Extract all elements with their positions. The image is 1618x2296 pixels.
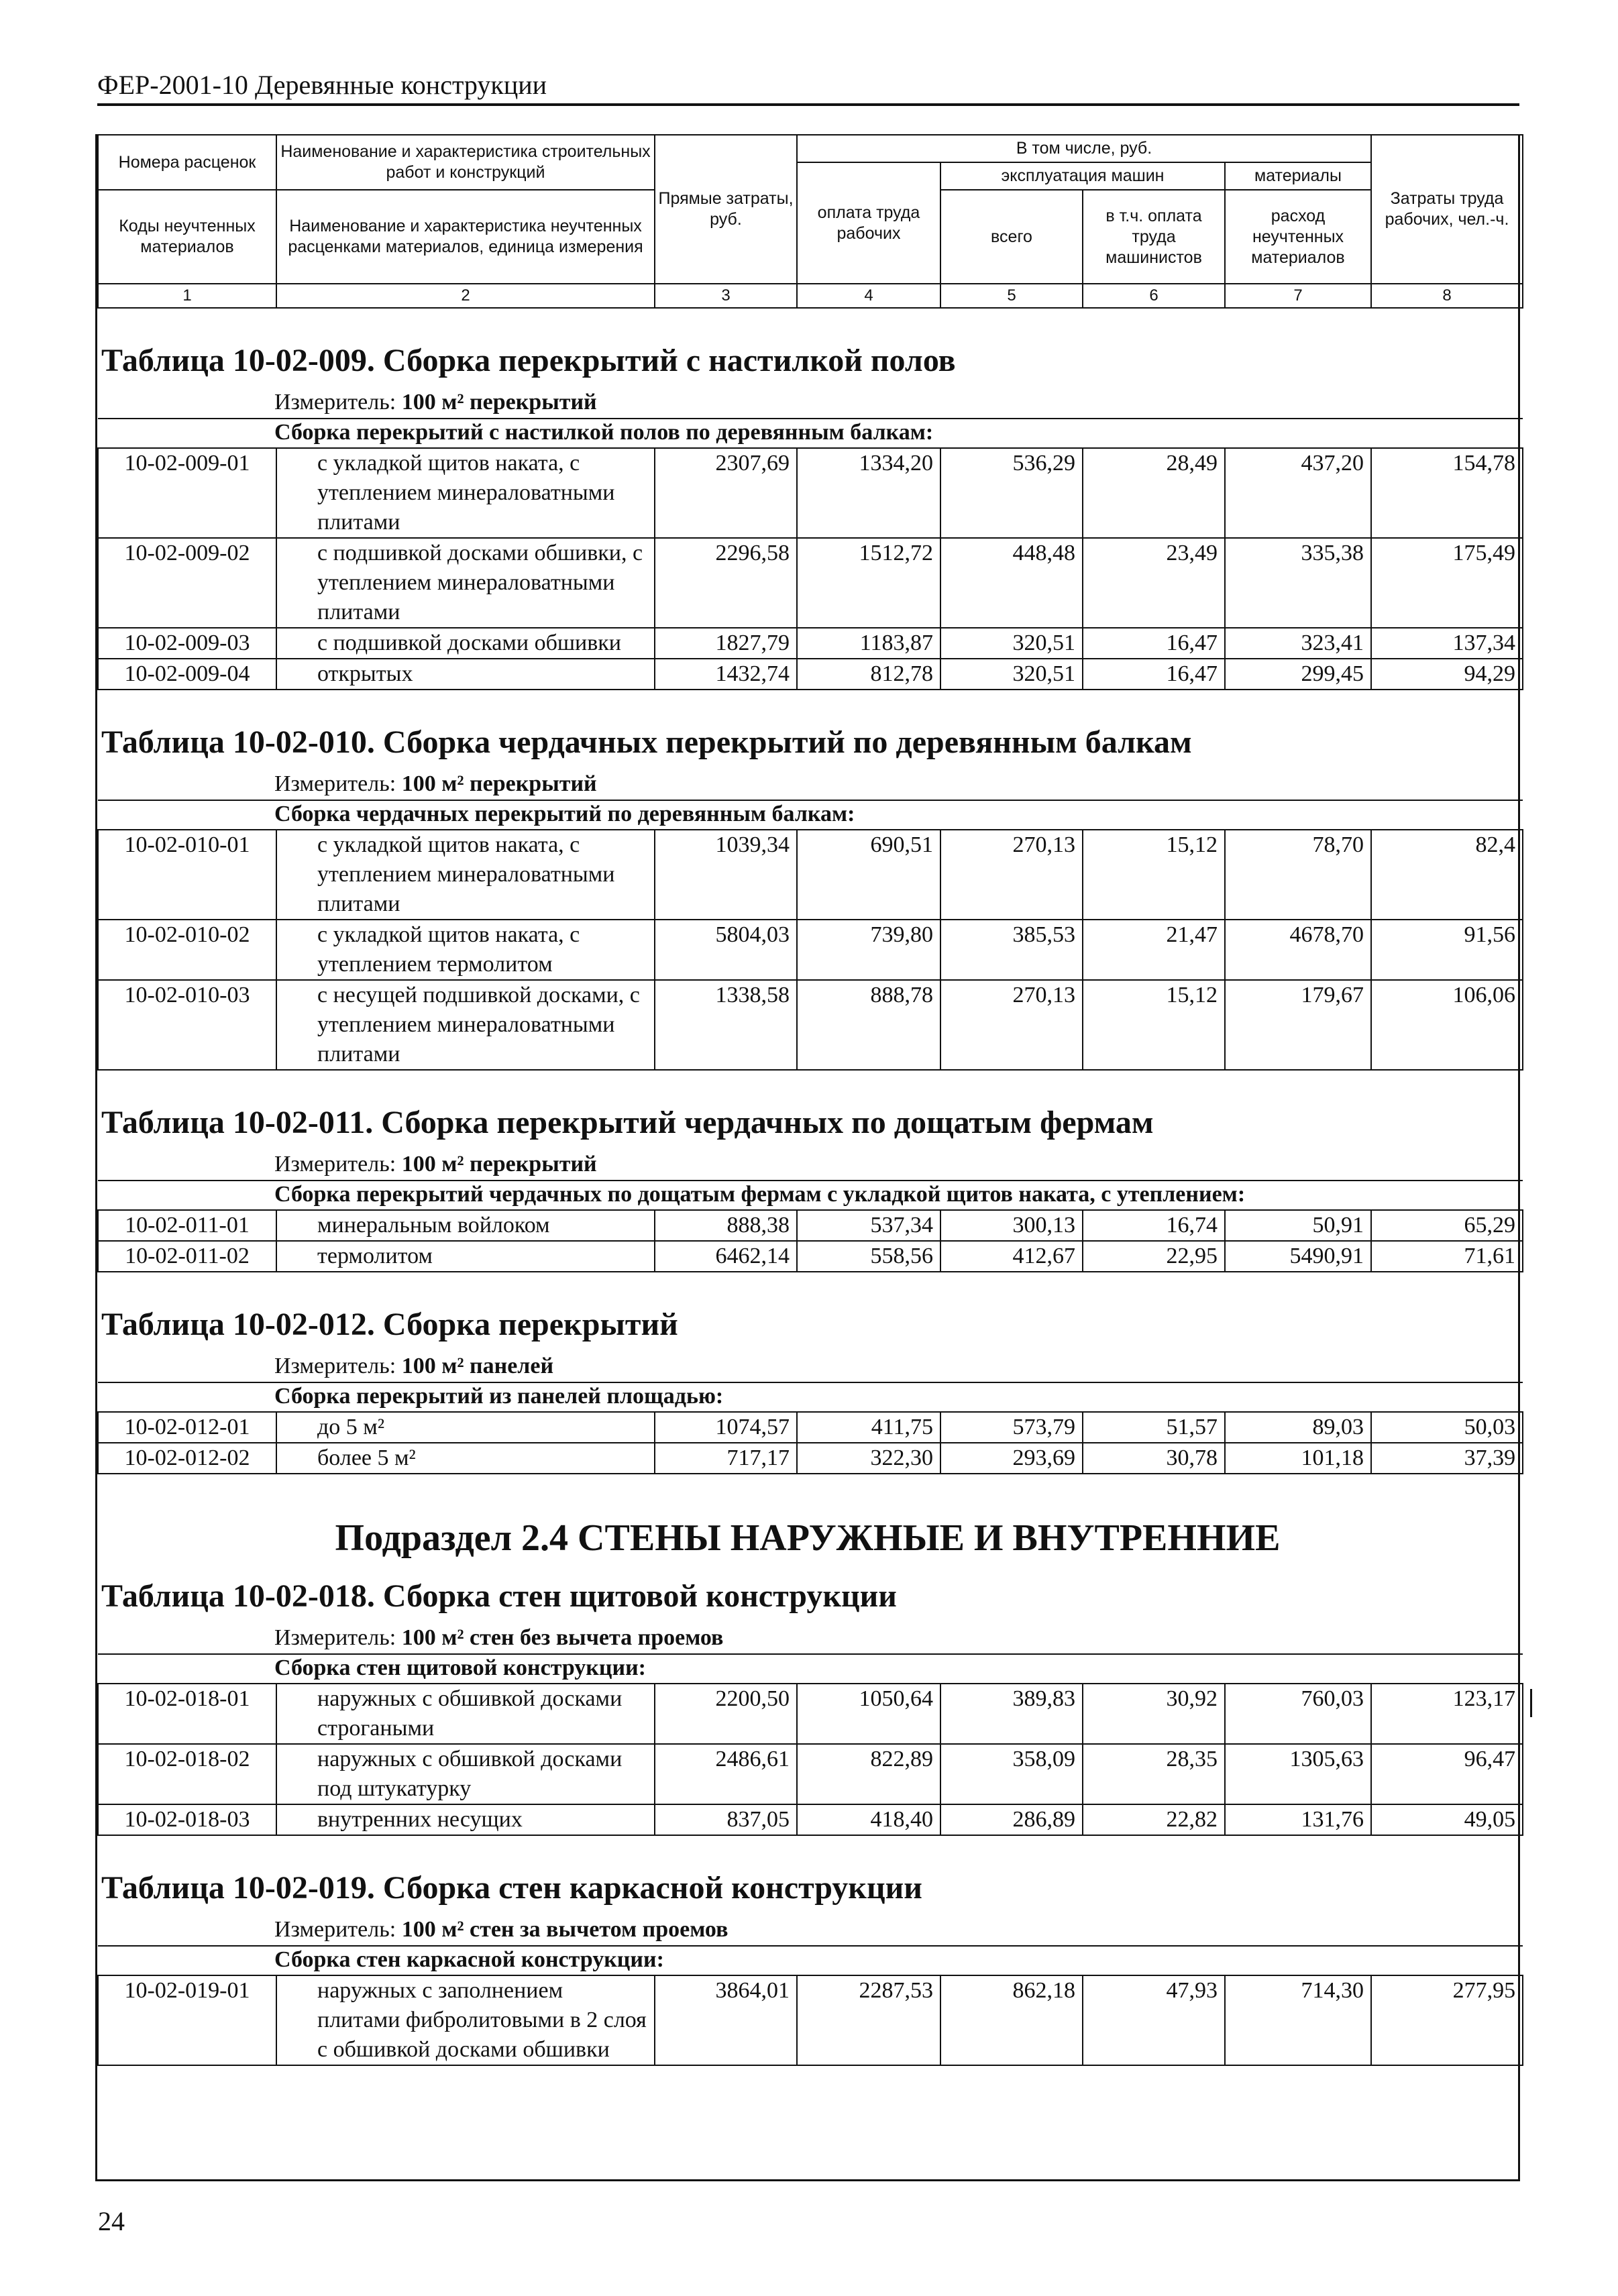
- header-machinist-pay: в т.ч. оплата труда машинистов: [1083, 190, 1225, 284]
- table-title: Таблица 10-02-019. Сборка стен каркасной конструкции: [101, 1870, 922, 1906]
- rate-code: 10-02-010-02: [98, 920, 276, 980]
- work-description: [276, 448, 655, 538]
- direct-costs-value: 1074,57: [655, 1412, 797, 1443]
- machine-total-value: 320,51: [940, 628, 1083, 659]
- rate-code: 10-02-011-02: [98, 1241, 276, 1272]
- column-header-table: [97, 134, 1523, 309]
- direct-costs-value: 1827,79: [655, 628, 797, 659]
- group-heading: Сборка перекрытий с настилкой полов по деревянным балкам:: [98, 419, 1523, 448]
- direct-costs-value: 2486,61: [655, 1744, 797, 1804]
- group-heading: Сборка стен каркасной конструкции:: [98, 1946, 1523, 1975]
- header-machine-operation: эксплуатация машин: [940, 162, 1225, 190]
- rate-code: 10-02-009-03: [98, 628, 276, 659]
- direct-costs-value: 3864,01: [655, 1975, 797, 2065]
- materials-value: 5490,91: [1225, 1241, 1371, 1272]
- machinist-pay-value: 28,35: [1083, 1744, 1225, 1804]
- work-description-text: наружных с заполнением плитами фибролитовыми в 2 слоя с обшивкой досками обшивки: [317, 1978, 647, 2062]
- labor-pay-value: 1183,87: [797, 628, 940, 659]
- work-description-text: до 5 м²: [317, 1415, 385, 1439]
- machinist-pay-value: 51,57: [1083, 1412, 1225, 1443]
- table-row: [98, 628, 1523, 659]
- table-row: [98, 1804, 1523, 1835]
- column-number: 8: [1371, 284, 1523, 308]
- work-description-text: внутренних несущих: [317, 1807, 523, 1832]
- direct-costs-value: 1039,34: [655, 830, 797, 920]
- labor-pay-value: 690,51: [797, 830, 940, 920]
- labor-pay-value: 1512,72: [797, 538, 940, 628]
- measurement-label: Измеритель:: [274, 1354, 396, 1378]
- work-description: [276, 1210, 655, 1241]
- labor-pay-value: 888,78: [797, 980, 940, 1070]
- direct-costs-value: 2307,69: [655, 448, 797, 538]
- machinist-pay-value: 16,47: [1083, 659, 1225, 690]
- rate-code: 10-02-012-01: [98, 1412, 276, 1443]
- work-description: [276, 920, 655, 980]
- column-number: 4: [797, 284, 940, 308]
- work-description: [276, 659, 655, 690]
- materials-value: 131,76: [1225, 1804, 1371, 1835]
- running-header: ФЕР-2001-10 Деревянные конструкции: [97, 68, 1519, 106]
- table-row: [98, 1412, 1523, 1443]
- header-work-name: Наименование и характеристика строительных работ и конструкций: [276, 135, 655, 190]
- column-number: 7: [1225, 284, 1371, 308]
- machinist-pay-value: 23,49: [1083, 538, 1225, 628]
- column-number: 5: [940, 284, 1083, 308]
- measurement-value: 100 м² перекрытий: [401, 390, 597, 415]
- measurement-label: Измеритель:: [274, 771, 396, 796]
- materials-value: 335,38: [1225, 538, 1371, 628]
- work-description: [276, 1241, 655, 1272]
- header-unaccounted-materials: расход неучтенных материалов: [1225, 190, 1371, 284]
- materials-value: 714,30: [1225, 1975, 1371, 2065]
- work-description: [276, 1412, 655, 1443]
- rate-code: 10-02-018-02: [98, 1744, 276, 1804]
- materials-value: 50,91: [1225, 1210, 1371, 1241]
- materials-value: 1305,63: [1225, 1744, 1371, 1804]
- materials-value: 323,41: [1225, 628, 1371, 659]
- direct-costs-value: 2200,50: [655, 1684, 797, 1744]
- machinist-pay-value: 28,49: [1083, 448, 1225, 538]
- labor-pay-value: 418,40: [797, 1804, 940, 1835]
- work-description-text: с подшивкой досками обшивки: [317, 631, 622, 655]
- group-heading: Сборка перекрытий из панелей площадью:: [98, 1382, 1523, 1412]
- table-title: Таблица 10-02-010. Сборка чердачных перекрытий по деревянным балкам: [101, 724, 1192, 760]
- measurement-unit: [98, 1621, 1523, 1654]
- labor-hours-value: 65,29: [1371, 1210, 1523, 1241]
- labor-pay-value: 558,56: [797, 1241, 940, 1272]
- rate-code: 10-02-012-02: [98, 1443, 276, 1474]
- rate-tables: [97, 341, 1518, 2066]
- machine-total-value: 573,79: [940, 1412, 1083, 1443]
- header-labor-costs: Затраты труда рабочих, чел.-ч.: [1371, 135, 1523, 284]
- work-description-text: с укладкой щитов наката, с утеплением термолитом: [317, 922, 580, 977]
- labor-pay-value: 1334,20: [797, 448, 940, 538]
- measurement-unit: [98, 1349, 1523, 1382]
- table-title: Таблица 10-02-011. Сборка перекрытий чердачных по дощатым фермам: [101, 1105, 1154, 1140]
- rate-table: [97, 767, 1523, 1071]
- rate-table: [97, 1147, 1523, 1272]
- machine-total-value: 862,18: [940, 1975, 1083, 2065]
- labor-hours-value: 106,06: [1371, 980, 1523, 1070]
- table-row: [98, 659, 1523, 690]
- materials-value: 760,03: [1225, 1684, 1371, 1744]
- direct-costs-value: 837,05: [655, 1804, 797, 1835]
- work-description: [276, 1684, 655, 1744]
- labor-pay-value: 2287,53: [797, 1975, 940, 2065]
- labor-hours-value: 123,17: [1371, 1684, 1523, 1744]
- direct-costs-value: 888,38: [655, 1210, 797, 1241]
- labor-hours-value: 50,03: [1371, 1412, 1523, 1443]
- direct-costs-value: 717,17: [655, 1443, 797, 1474]
- work-description-text: наружных с обшивкой досками строгаными: [317, 1686, 623, 1741]
- table-row: [98, 1443, 1523, 1474]
- labor-hours-value: 91,56: [1371, 920, 1523, 980]
- header-material-codes: Коды неучтенных материалов: [98, 190, 276, 284]
- labor-hours-value: 154,78: [1371, 448, 1523, 538]
- table-title: Таблица 10-02-012. Сборка перекрытий: [101, 1307, 678, 1342]
- machinist-pay-value: 47,93: [1083, 1975, 1225, 2065]
- rate-code: 10-02-018-03: [98, 1804, 276, 1835]
- table-title: Таблица 10-02-009. Сборка перекрытий с настилкой полов: [101, 343, 956, 378]
- column-number: 2: [276, 284, 655, 308]
- measurement-unit: [98, 1912, 1523, 1946]
- measurement-label: Измеритель:: [274, 1917, 396, 1942]
- rate-code: 10-02-010-03: [98, 980, 276, 1070]
- machinist-pay-value: 15,12: [1083, 980, 1225, 1070]
- labor-hours-value: 137,34: [1371, 628, 1523, 659]
- header-labor-pay: оплата труда рабочих: [797, 162, 940, 284]
- labor-hours-value: 37,39: [1371, 1443, 1523, 1474]
- column-number: 1: [98, 284, 276, 308]
- column-number: 6: [1083, 284, 1225, 308]
- direct-costs-value: 1432,74: [655, 659, 797, 690]
- machine-total-value: 293,69: [940, 1443, 1083, 1474]
- machinist-pay-value: 15,12: [1083, 830, 1225, 920]
- machinist-pay-value: 16,47: [1083, 628, 1225, 659]
- rate-code: 10-02-018-01: [98, 1684, 276, 1744]
- machine-total-value: 300,13: [940, 1210, 1083, 1241]
- labor-pay-value: 822,89: [797, 1744, 940, 1804]
- machine-total-value: 448,48: [940, 538, 1083, 628]
- measurement-label: Измеритель:: [274, 1152, 396, 1177]
- work-description: [276, 1804, 655, 1835]
- labor-pay-value: 537,34: [797, 1210, 940, 1241]
- materials-value: 4678,70: [1225, 920, 1371, 980]
- table-row: [98, 1210, 1523, 1241]
- measurement-value: 100 м² перекрытий: [401, 771, 597, 796]
- machine-total-value: 270,13: [940, 980, 1083, 1070]
- labor-hours-value: 49,05: [1371, 1804, 1523, 1835]
- labor-hours-value: 71,61: [1371, 1241, 1523, 1272]
- rate-table: [97, 1349, 1523, 1474]
- rate-code: 10-02-009-02: [98, 538, 276, 628]
- machinist-pay-value: 30,78: [1083, 1443, 1225, 1474]
- labor-hours-value: 96,47: [1371, 1744, 1523, 1804]
- table-title: Таблица 10-02-018. Сборка стен щитовой конструкции: [101, 1578, 897, 1614]
- machine-total-value: 389,83: [940, 1684, 1083, 1744]
- work-description-text: с укладкой щитов наката, с утеплением минераловатными плитами: [317, 451, 615, 535]
- header-rate-numbers: Номера расценок: [98, 135, 276, 190]
- table-row: [98, 920, 1523, 980]
- table-row: [98, 448, 1523, 538]
- materials-value: 89,03: [1225, 1412, 1371, 1443]
- labor-pay-value: 322,30: [797, 1443, 940, 1474]
- table-row: [98, 830, 1523, 920]
- rate-code: 10-02-010-01: [98, 830, 276, 920]
- labor-pay-value: 1050,64: [797, 1684, 940, 1744]
- rate-code: 10-02-009-01: [98, 448, 276, 538]
- labor-hours-value: 82,4: [1371, 830, 1523, 920]
- work-description-text: с подшивкой досками обшивки, с утеплением минераловатными плитами: [317, 541, 643, 624]
- labor-hours-value: 277,95: [1371, 1975, 1523, 2065]
- materials-value: 437,20: [1225, 448, 1371, 538]
- group-heading: Сборка перекрытий чердачных по дощатым фермам с укладкой щитов наката, с утеплением:: [98, 1181, 1523, 1210]
- table-row: [98, 1744, 1523, 1804]
- rate-code: 10-02-019-01: [98, 1975, 276, 2065]
- work-description: [276, 1744, 655, 1804]
- machine-total-value: 270,13: [940, 830, 1083, 920]
- table-row: [98, 1241, 1523, 1272]
- work-description: [276, 980, 655, 1070]
- work-description: [276, 628, 655, 659]
- table-row: [98, 980, 1523, 1070]
- labor-hours-value: 175,49: [1371, 538, 1523, 628]
- machinist-pay-value: 30,92: [1083, 1684, 1225, 1744]
- group-heading: Сборка стен щитовой конструкции:: [98, 1654, 1523, 1684]
- measurement-unit: [98, 767, 1523, 800]
- header-material-names: Наименование и характеристика неучтенных расценками материалов, единица измерения: [276, 190, 655, 284]
- machine-total-value: 320,51: [940, 659, 1083, 690]
- labor-hours-value: 94,29: [1371, 659, 1523, 690]
- machinist-pay-value: 22,82: [1083, 1804, 1225, 1835]
- machinist-pay-value: 22,95: [1083, 1241, 1225, 1272]
- work-description: [276, 1443, 655, 1474]
- work-description-text: более 5 м²: [317, 1445, 416, 1470]
- rate-table: [97, 385, 1523, 690]
- labor-pay-value: 812,78: [797, 659, 940, 690]
- measurement-label: Измеритель:: [274, 1625, 396, 1650]
- table-row: [98, 1975, 1523, 2065]
- measurement-unit: [98, 1147, 1523, 1181]
- subsection-heading: Подраздел 2.4 СТЕНЫ НАРУЖНЫЕ И ВНУТРЕННИЕ: [335, 1517, 1281, 1559]
- rate-code: 10-02-009-04: [98, 659, 276, 690]
- work-description-text: термолитом: [317, 1244, 433, 1268]
- machine-total-value: 536,29: [940, 448, 1083, 538]
- work-description-text: с несущей подшивкой досками, с утеплением минераловатными плитами: [317, 983, 640, 1067]
- rate-table: [97, 1621, 1523, 1836]
- measurement-label: Измеритель:: [274, 390, 396, 415]
- machine-total-value: 286,89: [940, 1804, 1083, 1835]
- materials-value: 299,45: [1225, 659, 1371, 690]
- column-number: 3: [655, 284, 797, 308]
- table-row: [98, 538, 1523, 628]
- direct-costs-value: 2296,58: [655, 538, 797, 628]
- page-number: 24: [98, 2206, 125, 2236]
- machine-total-value: 385,53: [940, 920, 1083, 980]
- work-description-text: с укладкой щитов наката, с утеплением минераловатными плитами: [317, 832, 615, 916]
- materials-value: 78,70: [1225, 830, 1371, 920]
- rate-table: [97, 1912, 1523, 2066]
- machine-total-value: 358,09: [940, 1744, 1083, 1804]
- labor-pay-value: 739,80: [797, 920, 940, 980]
- direct-costs-value: 6462,14: [655, 1241, 797, 1272]
- machine-total-value: 412,67: [940, 1241, 1083, 1272]
- rates-document-body: [95, 134, 1520, 2181]
- machinist-pay-value: 21,47: [1083, 920, 1225, 980]
- margin-mark: [1530, 1689, 1532, 1717]
- work-description-text: минеральным войлоком: [317, 1213, 550, 1238]
- work-description: [276, 1975, 655, 2065]
- work-description-text: открытых: [317, 661, 413, 686]
- direct-costs-value: 1338,58: [655, 980, 797, 1070]
- work-description-text: наружных с обшивкой досками под штукатурку: [317, 1747, 623, 1801]
- materials-value: 179,67: [1225, 980, 1371, 1070]
- header-materials: материалы: [1225, 162, 1371, 190]
- header-machine-total: всего: [940, 190, 1083, 284]
- labor-pay-value: 411,75: [797, 1412, 940, 1443]
- measurement-value: 100 м² стен без вычета проемов: [401, 1625, 724, 1650]
- header-direct-costs: Прямые затраты, руб.: [655, 135, 797, 284]
- measurement-value: 100 м² панелей: [401, 1354, 554, 1378]
- header-including: В том числе, руб.: [797, 135, 1371, 162]
- table-row: [98, 1684, 1523, 1744]
- group-heading: Сборка чердачных перекрытий по деревянным балкам:: [98, 800, 1523, 830]
- measurement-value: 100 м² перекрытий: [401, 1152, 597, 1177]
- measurement-value: 100 м² стен за вычетом проемов: [401, 1917, 729, 1942]
- rate-code: 10-02-011-01: [98, 1210, 276, 1241]
- work-description: [276, 538, 655, 628]
- machinist-pay-value: 16,74: [1083, 1210, 1225, 1241]
- materials-value: 101,18: [1225, 1443, 1371, 1474]
- work-description: [276, 830, 655, 920]
- direct-costs-value: 5804,03: [655, 920, 797, 980]
- measurement-unit: [98, 385, 1523, 419]
